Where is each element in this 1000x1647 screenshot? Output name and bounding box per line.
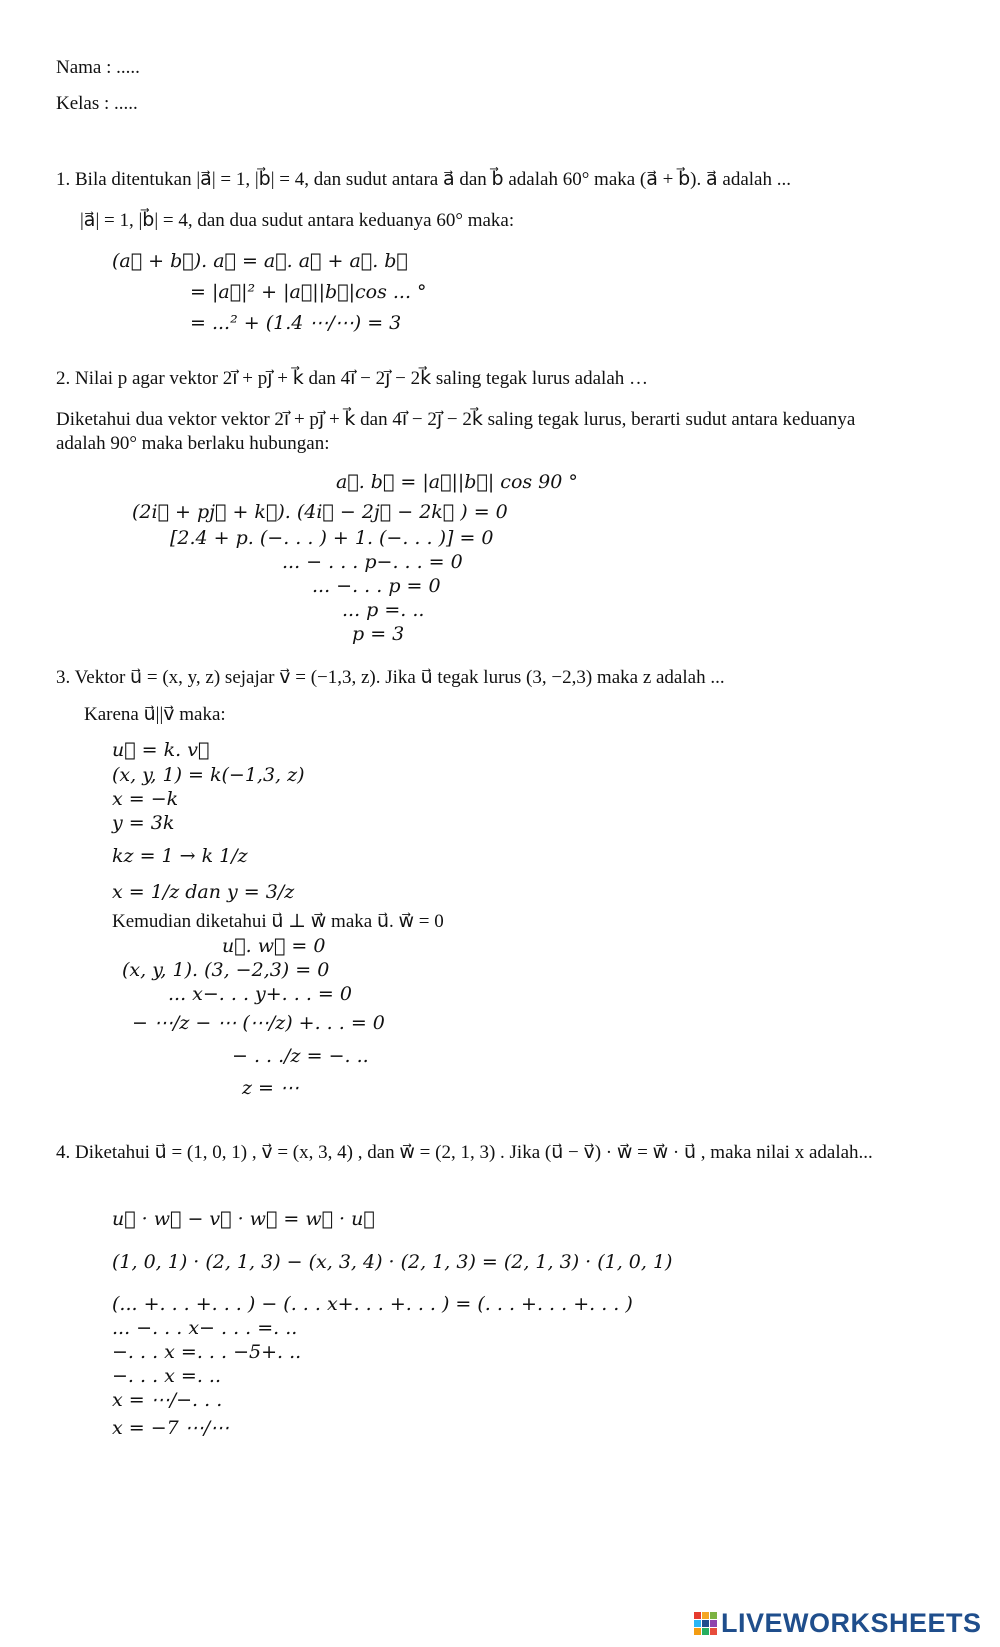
q3-step: x = 1/z dan y = 3/z [112, 881, 295, 903]
q2-step: a⃗. b⃗ = |a⃗||b⃗| cos 90 ° [336, 471, 578, 493]
q1-step: (a⃗ + b⃗). a⃗ = a⃗. a⃗ + a⃗. b⃗ [112, 250, 408, 272]
q4-step: x = ⋯/−. . . [112, 1389, 223, 1411]
q2-step: p = 3 [352, 623, 405, 645]
q2-given-line2: adalah 90° maka berlaku hubungan: [56, 433, 330, 454]
q4-step: −. . . x =. .. [112, 1365, 221, 1387]
q1-step: = ...² + (1.4 ⋯/⋯) = 3 [190, 312, 402, 334]
q4-step: (... +. . . +. . . ) − (. . . x+. . . +. . . ) = (. . . +. . . +. . . ) [112, 1293, 633, 1315]
q3-step: (x, y, 1) = k(−1,3, z) [112, 764, 305, 786]
q4-step: ... −. . . x− . . . =. .. [112, 1317, 298, 1339]
q1-question: 1. Bila ditentukan |a⃗| = 1, |b⃗| = 4, dan sudut antara a⃗ dan b⃗ adalah 60° maka (a⃗ + b⃗). a⃗ adalah ... [56, 169, 791, 190]
q3-step: Kemudian diketahui u⃗ ⊥ w⃗ maka u⃗. w⃗ = 0 [112, 911, 444, 932]
q3-step: ... x−. . . y+. . . = 0 [168, 983, 352, 1005]
liveworksheets-logo[interactable] [694, 1608, 982, 1638]
q3-step: x = −k [112, 788, 179, 810]
q3-step: − ⋯/z − ⋯ (⋯/z) +. . . = 0 [132, 1012, 385, 1034]
logo-squares-icon [694, 1612, 717, 1635]
q4-step: u⃗ · w⃗ − v⃗ · w⃗ = w⃗ · u⃗ [112, 1208, 375, 1230]
q2-step: ... p =. .. [342, 599, 425, 621]
logo-text: LIVEWORKSHEETS [721, 1607, 982, 1638]
q2-step: ... − . . . p−. . . = 0 [282, 551, 463, 573]
q3-step: kz = 1 → k 1/z [112, 845, 248, 867]
q4-step: −. . . x =. . . −5+. .. [112, 1341, 302, 1363]
nama-field[interactable]: Nama : ..... [56, 57, 140, 78]
kelas-field[interactable]: Kelas : ..... [56, 93, 138, 114]
q3-question: 3. Vektor u⃗ = (x, y, z) sejajar v⃗ = (−1,3, z). Jika u⃗ tegak lurus (3, −2,3) maka z adalah ... [56, 667, 725, 688]
q3-step: u⃗ = k. v⃗ [112, 739, 210, 761]
q3-step: − . . ./z = −. .. [232, 1045, 369, 1067]
q2-step: (2i⃗ + pj⃗ + k⃗). (4i⃗ − 2j⃗ − 2k⃗ ) = 0 [132, 501, 508, 523]
q4-step: (1, 0, 1) · (2, 1, 3) − (x, 3, 4) · (2, 1, 3) = (2, 1, 3) · (1, 0, 1) [112, 1251, 673, 1273]
q4-step: x = −7 ⋯/⋯ [112, 1417, 230, 1439]
q2-given-line1: Diketahui dua vektor vektor 2i⃗ + pj⃗ + k⃗ dan 4i⃗ − 2j⃗ − 2k⃗ saling tegak lurus, berarti sudut antara keduanya [56, 409, 856, 430]
q3-given: Karena u⃗||v⃗ maka: [84, 704, 226, 725]
q2-question: 2. Nilai p agar vektor 2i⃗ + pj⃗ + k⃗ dan 4i⃗ − 2j⃗ − 2k⃗ saling tegak lurus adalah … [56, 368, 648, 389]
q3-step: y = 3k [112, 812, 175, 834]
q1-given: |a⃗| = 1, |b⃗| = 4, dan dua sudut antara keduanya 60° maka: [80, 210, 515, 231]
q2-step: [2.4 + p. (−. . . ) + 1. (−. . . )] = 0 [170, 527, 494, 549]
q3-step: (x, y, 1). (3, −2,3) = 0 [122, 959, 330, 981]
q2-step: ... −. . . p = 0 [312, 575, 441, 597]
q3-step: u⃗. w⃗ = 0 [222, 935, 326, 957]
q4-question: 4. Diketahui u⃗ = (1, 0, 1) , v⃗ = (x, 3, 4) , dan w⃗ = (2, 1, 3) . Jika (u⃗ − v⃗) · w⃗ = w⃗ · u⃗ , maka nilai x adalah... [56, 1142, 873, 1163]
q3-step: z = ⋯ [242, 1077, 300, 1099]
q1-step: = |a⃗|² + |a⃗||b⃗|cos ... ° [190, 281, 427, 303]
